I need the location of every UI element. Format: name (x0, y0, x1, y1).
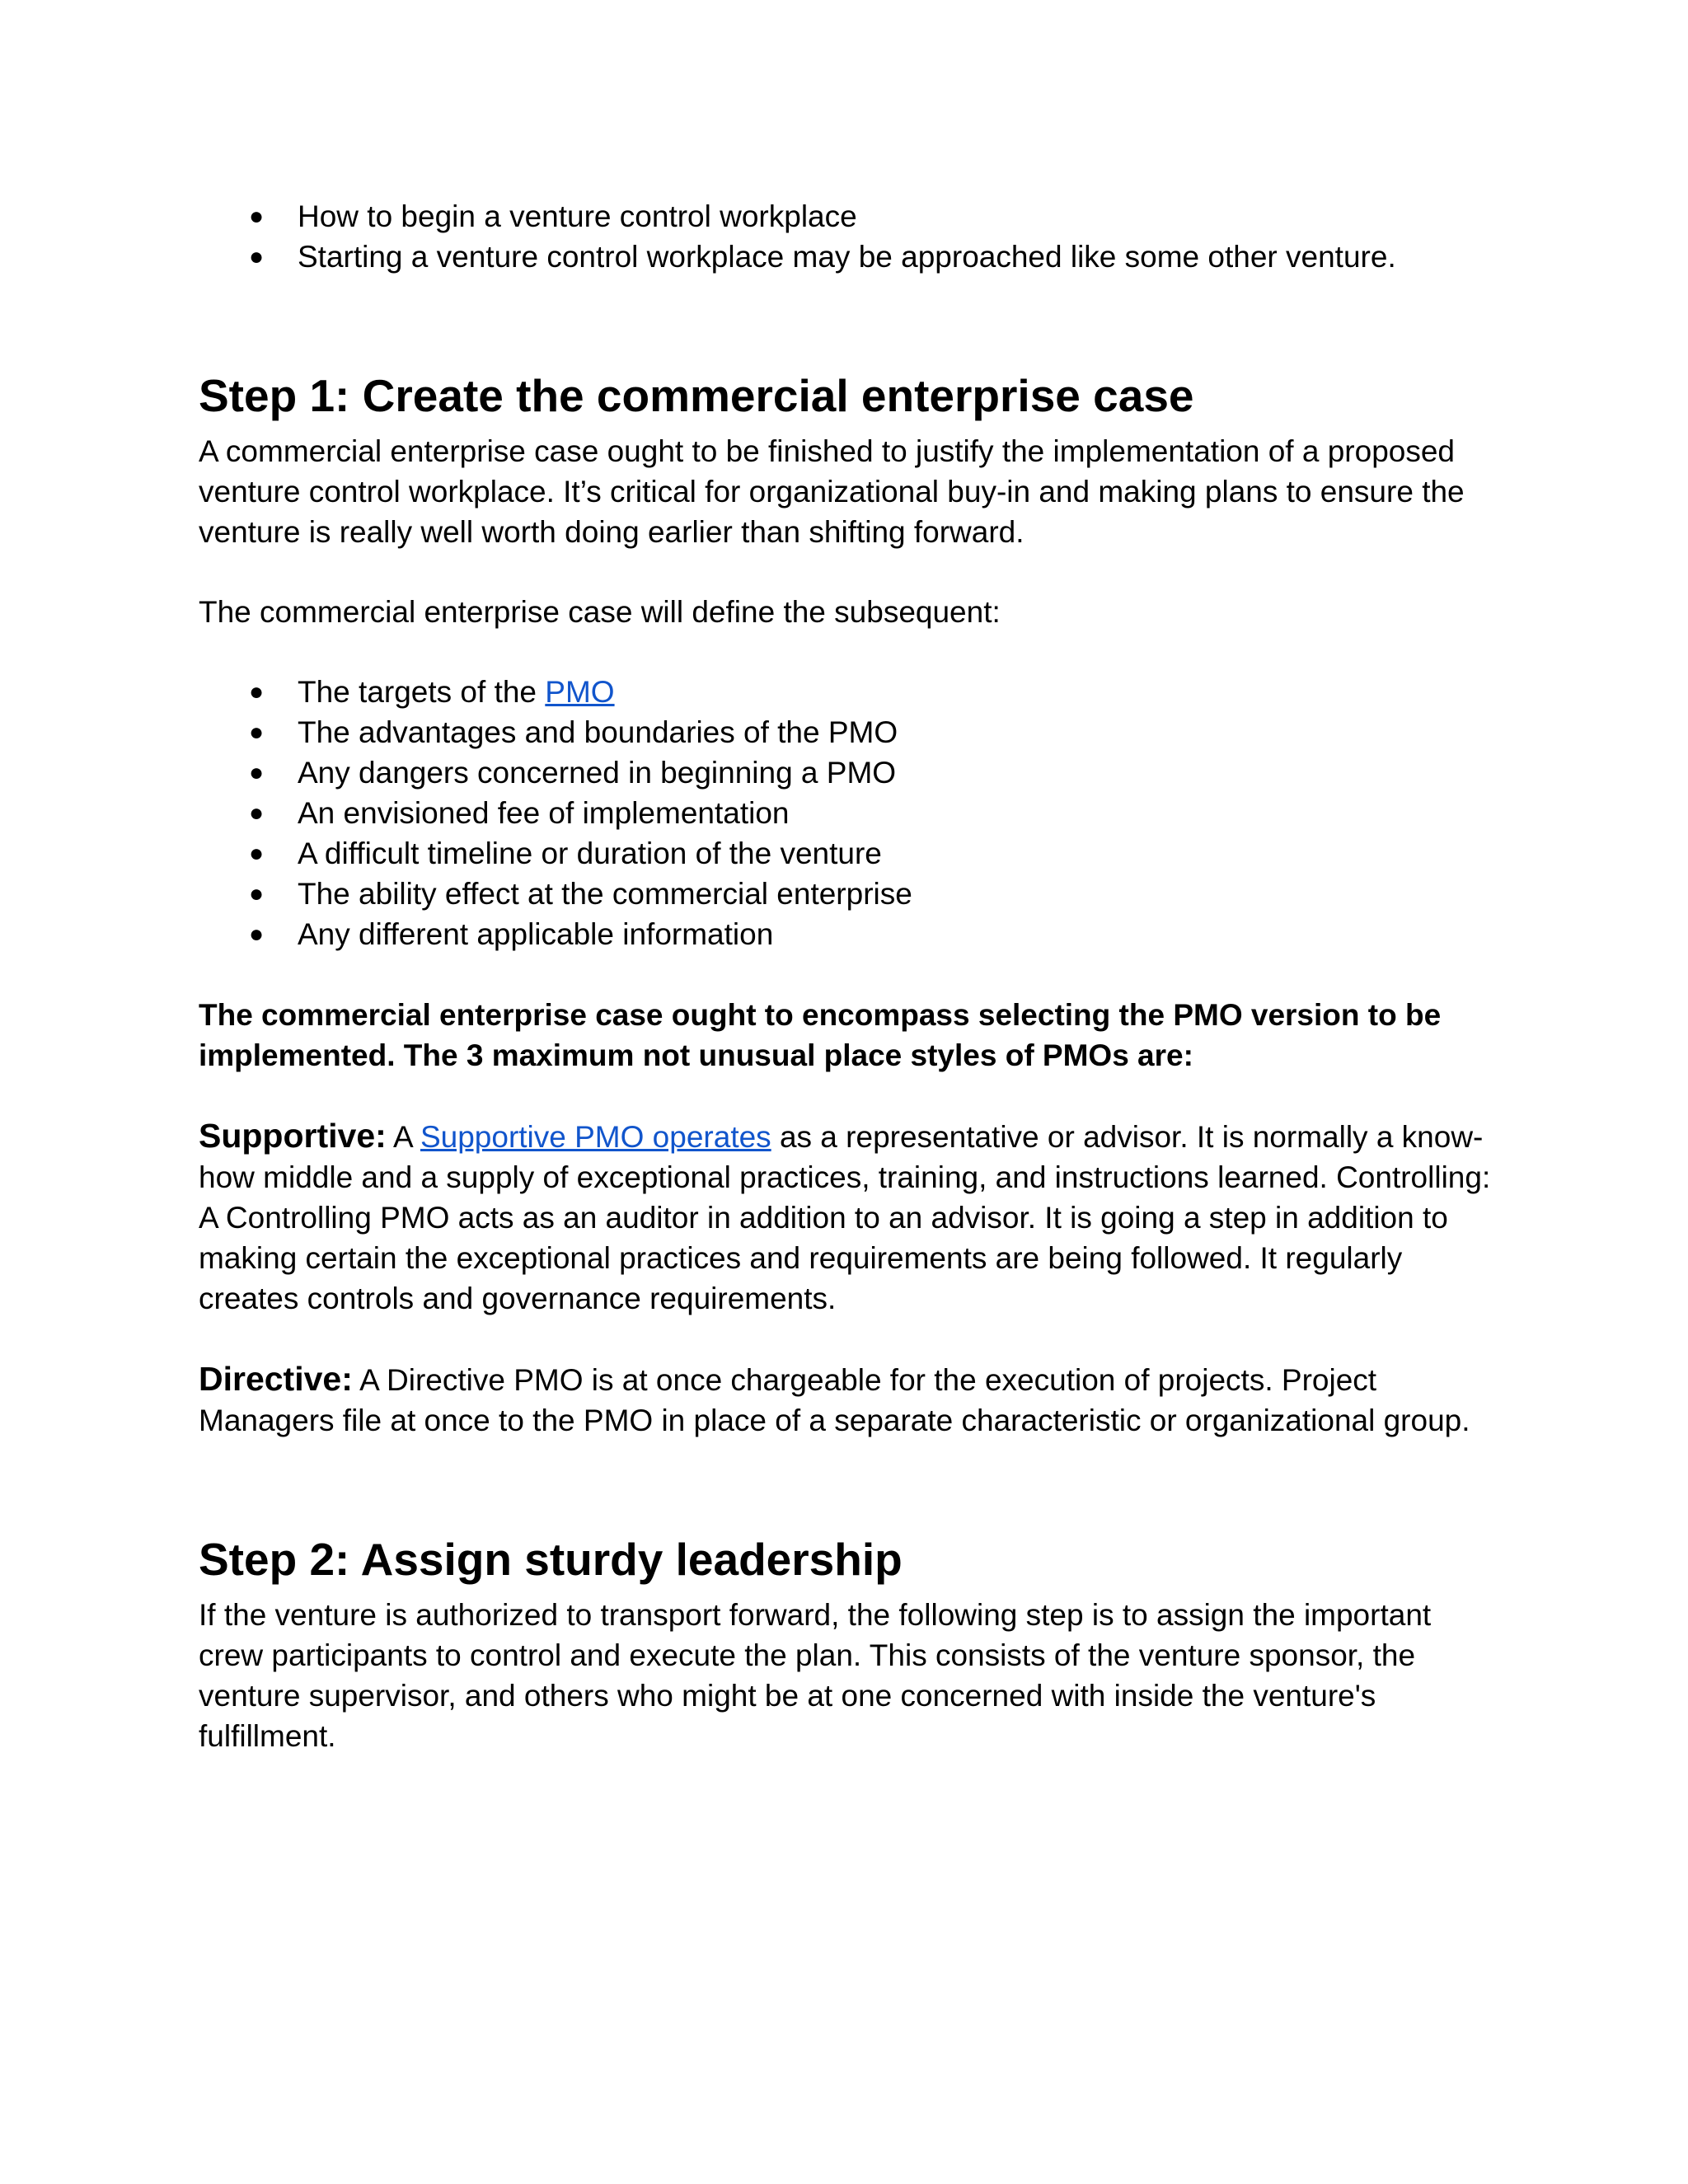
list-item-text: Starting a venture control workplace may be approached like some other venture. (298, 240, 1396, 274)
list-item (199, 833, 1501, 874)
directive-paragraph (199, 1359, 1501, 1441)
list-item (199, 237, 1501, 277)
list-item-text: The advantages and boundaries of the PMO (298, 715, 898, 749)
directive-text: A Directive PMO is at once chargeable for the execution of projects. Project Managers file at once to the PMO in place of a separate characteristic or organizational group. (199, 1363, 1470, 1437)
directive-label: Directive: (199, 1360, 353, 1398)
supportive-label: Supportive: (199, 1117, 387, 1155)
pmo-types-intro: The commercial enterprise case ought to encompass selecting the PMO version to be implemented. The 3 maximum not unusual place styles of PMOs are: (199, 998, 1442, 1072)
bullet-icon: ● (249, 799, 265, 827)
list-item-text: An envisioned fee of implementation (298, 796, 790, 830)
bullet-icon: ● (249, 921, 265, 948)
list-item (199, 793, 1501, 833)
bullet-icon: ● (249, 203, 265, 230)
step2-paragraph: If the venture is authorized to transport forward, the following step is to assign the important crew participants to control and execute the plan. This consists of the venture sponsor, the venture supervisor, and others who might be at one concerned with inside the venture's fulfillment. (199, 1598, 1432, 1753)
bullet-icon: ● (249, 719, 265, 746)
bullet-icon: ● (249, 243, 265, 270)
document-page (199, 196, 1501, 1756)
step1-paragraph-2: The commercial enterprise case will define the subsequent: (199, 595, 1001, 629)
list-item-text: How to begin a venture control workplace (298, 199, 857, 233)
supportive-paragraph (199, 1116, 1501, 1319)
list-item (199, 914, 1501, 954)
list-item-text: A difficult timeline or duration of the venture (298, 837, 882, 870)
list-item (199, 196, 1501, 237)
list-item-text: The ability effect at the commercial enterprise (298, 877, 912, 911)
step2-heading: Step 2: Assign sturdy leadership (199, 1534, 903, 1585)
supportive-text: as a representative or advisor. It is normally a know-how middle and a supply of exceptional practices, training, and instructions learned. Controlling: A Controlling PMO acts as an auditor in addition to an advisor. It is going a step in addition to making certain the exceptional practices and requirements are being followed. It regularly creates controls and governance requirements. (199, 1120, 1491, 1315)
list-item-text: Any dangers concerned in beginning a PMO (298, 756, 897, 790)
list-item-text: The targets of the (298, 675, 546, 709)
list-item-text: Any different applicable information (298, 917, 774, 951)
list-item (199, 712, 1501, 752)
intro-bullet-list (199, 196, 1501, 277)
pmo-link[interactable]: PMO (545, 675, 615, 709)
step1-bullet-list (199, 672, 1501, 954)
step1-paragraph-1: A commercial enterprise case ought to be finished to justify the implementation of a proposed venture control workplace. It’s critical for organizational buy-in and making plans to ensure the venture is really well worth doing earlier than shifting forward. (199, 434, 1465, 549)
list-item (199, 672, 1501, 712)
bullet-icon: ● (249, 759, 265, 786)
supportive-pmo-link[interactable]: Supportive PMO operates (420, 1120, 771, 1154)
bullet-icon: ● (249, 840, 265, 867)
list-item (199, 874, 1501, 914)
bullet-icon: ● (249, 880, 265, 907)
supportive-prefix: A (386, 1120, 420, 1154)
bullet-icon: ● (249, 678, 265, 705)
list-item (199, 752, 1501, 793)
step1-heading: Step 1: Create the commercial enterprise case (199, 370, 1194, 421)
